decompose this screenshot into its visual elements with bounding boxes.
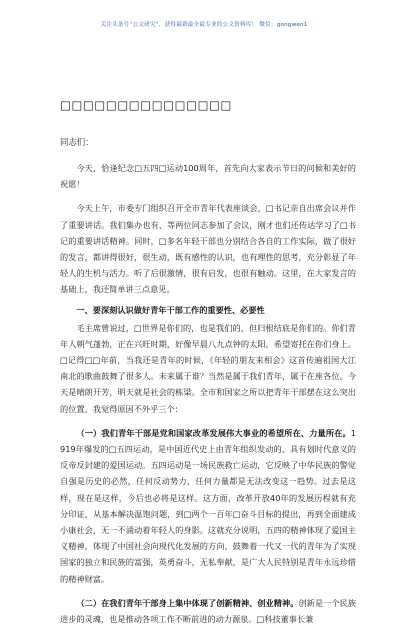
subsection-text: 1919年爆发的□五四运动，是中国近代史上由青年组织发动的、具有划时代意义的反帝反封建的爱国运动。五四运动是一场民族救亡运动，它反映了中华民族的警觉自强是历史的必然，任何反动势力，任何力量都是无法改变这一趋势。过去是这样，现在是这样，今后也必将是这样。这方面，改革开放40年的发展历程就有充分印证，从基本解决温饱问题，到□两个一百年□奋斗目标的提出，再到全面建成小康社会，无一不涌动着年轻人的身影。这就充分说明，五四的精神体现了爱国主义精神，体现了中国社会向现代化发展的方向，鼓舞着一代又一代的青年为了实现国家的独立和民族的富强，英勇奋斗，无私奉献，是广大人民特别是青年永远珍惜的精神财富。 xyxy=(60,427,356,584)
subsection-paragraph xyxy=(60,425,356,587)
subsection-text: 创新是一个民族进步的灵魂，也是推动各项工作不断前进的动力源泉。□科技董事长兼 xyxy=(60,597,356,625)
subsection-paragraph xyxy=(60,595,356,627)
greeting: 同志们： xyxy=(60,137,94,147)
subsection-heading: （二）在我们青年干部身上集中体现了创新精神、创业精神。 xyxy=(76,597,299,608)
section-heading: 一、要深刻认识做好青年干部工作的重要性、必要性 xyxy=(76,304,265,315)
document-body xyxy=(60,98,356,635)
paragraph: 今天上午，市委专门组织召开全市青年代表座谈会，□书记亲自出席会议并作了重要讲话。我们集办也有、等两位同志参加了会议，刚才也们还传达学习了□书记的重要讲话精神。同时，□多名年轻干部也分别结合各自的工作实际，做了很好的发言，都讲得很好，很生动，既有感性的认识，也有理性的思考，充分彰显了年轻人的生机与活力。听了后很激情，很有启发，也很有触动。这里，在大家发言的基础上，我还简单讲三点意见。 xyxy=(60,203,356,295)
paragraph: 今天，恰逢纪念□五四□运动100周年，首先向大家表示节日的问候和美好的祝愿！ xyxy=(60,163,356,190)
subsection-heading: （一）我们青年干部是党和国家改革发展伟大事业的希望所在、力量所在。 xyxy=(76,427,351,438)
header-banner: 关注头条号“公文研究”，获得最新最全最专业的公文资料库！ 微信：gongwen1 xyxy=(100,22,308,28)
document-title: □□□□□□□□□□□□□□□ xyxy=(60,98,232,112)
paragraph: 毛主席曾说过，□世界是你们的，也是我们的，但归根结底是你们的。你们青年人朝气蓬勃，正在兴旺时期，好像早晨八九点钟的太阳，希望寄托在你们身上。□记得□□年前，当我还是青年的时候，《年轻的朋友来相会》这首传遍祖国大江南北的歌曲鼓舞了很多人。未来属于谁？当然是属于我们青年，属于在座各位。今天是晴朗开芳，明天就是社会的栋梁。全市和国家之所以把青年干部摆在这么突出的位置，我觉得原因不外乎三个： xyxy=(60,322,356,414)
